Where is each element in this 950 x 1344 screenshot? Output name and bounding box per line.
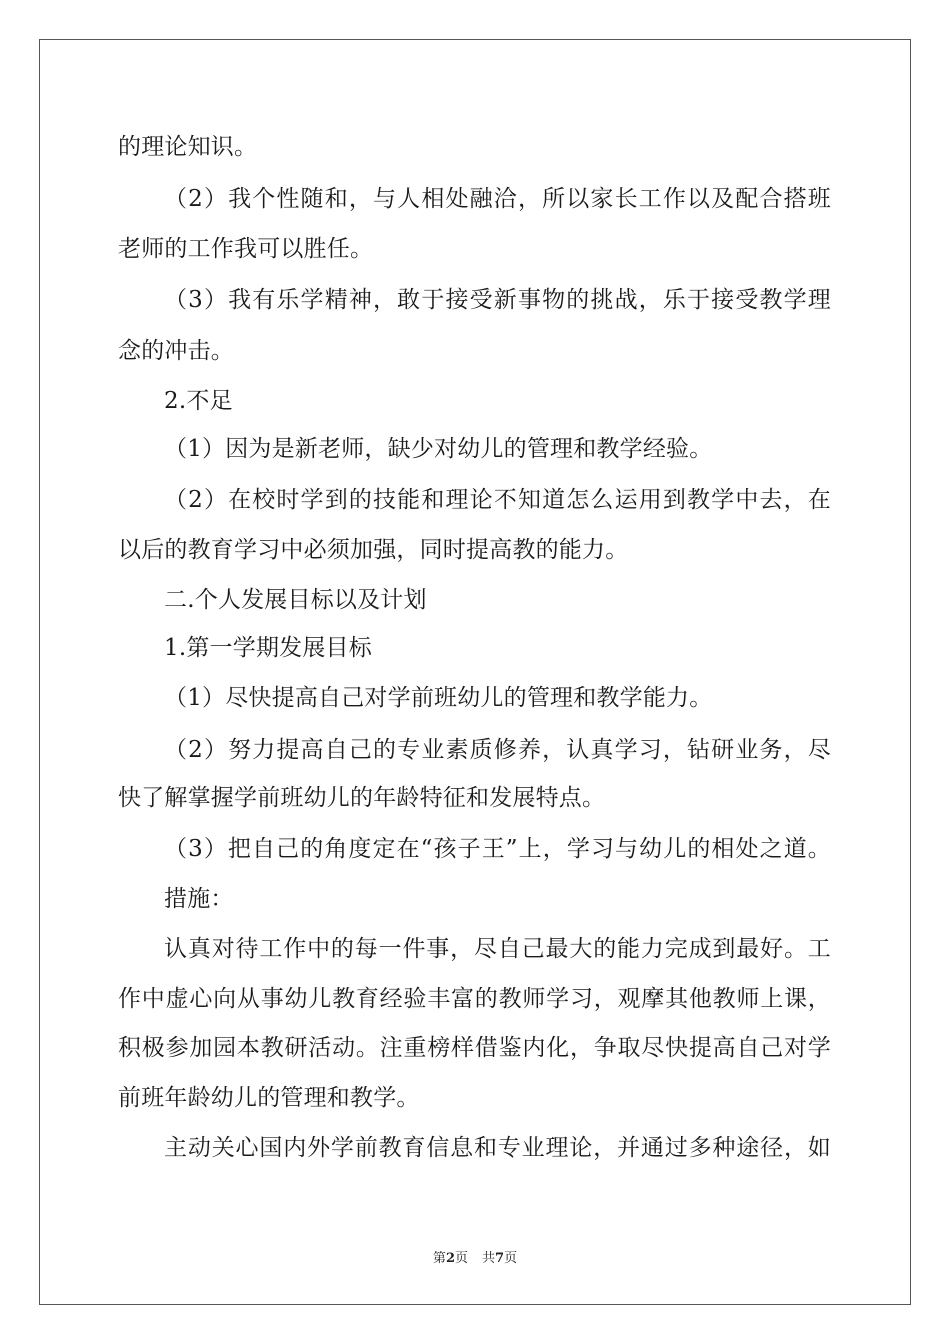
- page-footer: [0, 1251, 950, 1267]
- text-line: （3）把自己的角度定在“孩子王”上，学习与幼儿的相处之道。: [164, 836, 831, 862]
- text-line: 老师的工作我可以胜任。: [118, 236, 374, 262]
- text-line: 念的冲击。: [118, 338, 234, 364]
- page-current: 2: [445, 1251, 455, 1266]
- page-total: 7: [495, 1251, 505, 1266]
- text-line: 积极参加园本教研活动。注重榜样借鉴内化，争取尽快提高自己对学: [118, 1035, 831, 1061]
- text-line: 主动关心国内外学前教育信息和专业理论，并通过多种途径，如: [164, 1135, 831, 1161]
- text-line: 快了解掌握学前班幼儿的年龄特征和发展特点。: [118, 785, 606, 811]
- text-line: （2）我个性随和，与人相处融洽，所以家长工作以及配合搭班: [164, 186, 831, 212]
- total-suffix: 页: [504, 1251, 518, 1266]
- text-line: （1）尽快提高自己对学前班幼儿的管理和教学能力。: [164, 685, 713, 711]
- text-line: （3）我有乐学精神，敢于接受新事物的挑战，乐于接受教学理: [164, 287, 831, 313]
- page-suffix: 页: [454, 1251, 468, 1266]
- text-line: 作中虚心向从事幼儿教育经验丰富的教师学习，观摩其他教师上课，: [118, 986, 831, 1012]
- text-line: 认真对待工作中的每一件事，尽自己最大的能力完成到最好。工: [164, 936, 831, 962]
- text-line: 措施：: [164, 886, 234, 912]
- text-line: 以后的教育学习中必须加强，同时提高教的能力。: [118, 537, 629, 563]
- text-line: 前班年龄幼儿的管理和教学。: [118, 1085, 420, 1111]
- total-prefix: 共: [482, 1251, 496, 1266]
- text-line: （2）在校时学到的技能和理论不知道怎么运用到教学中去，在: [164, 487, 831, 513]
- text-line: 2.不足: [164, 388, 233, 414]
- text-line: 的理论知识。: [118, 134, 258, 160]
- page-prefix: 第: [432, 1251, 446, 1266]
- text-line: 二.个人发展目标以及计划: [164, 587, 427, 613]
- text-line: （2）努力提高自己的专业素质修养，认真学习，钻研业务，尽: [164, 737, 831, 763]
- text-line: （1）因为是新老师，缺少对幼儿的管理和教学经验。: [164, 436, 713, 462]
- page-border: [39, 39, 911, 1305]
- text-line: 1.第一学期发展目标: [164, 635, 372, 661]
